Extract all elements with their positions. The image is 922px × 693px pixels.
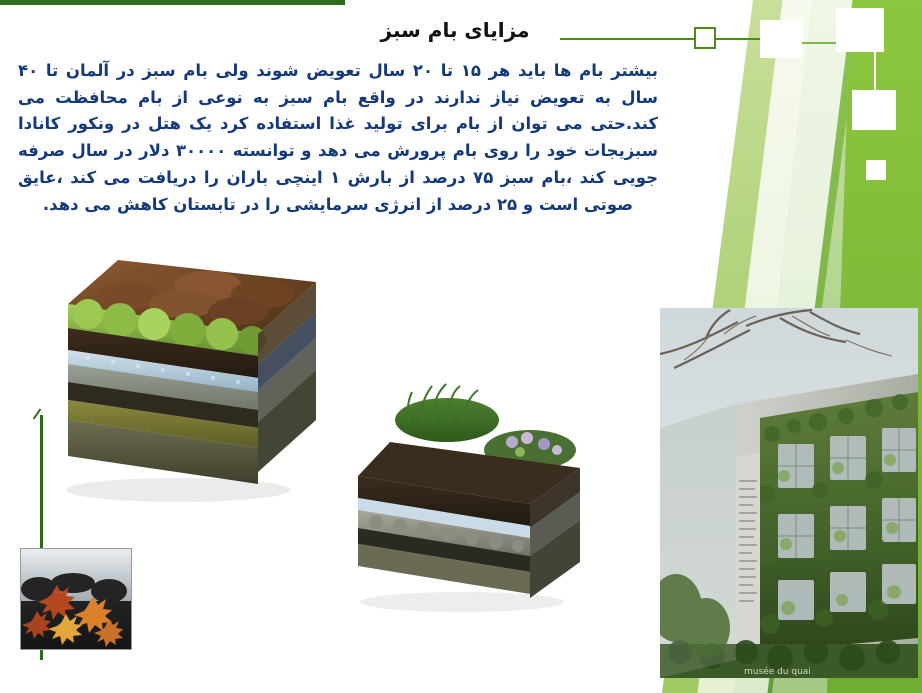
- connector-line-1: [560, 38, 696, 40]
- green-roof-cross-section-large: [58, 252, 333, 537]
- decorative-square-1: [694, 27, 716, 49]
- connector-line-3: [802, 42, 838, 44]
- slide-body-text: بیشتر بام ها باید هر ۱۵ تا ۲۰ سال تعویض شوند ولی بام سبز در آلمان تا ۴۰ سال به تعویض نیاز ندارند در واقع بام سبز به نوعی از بام محافظت می کند.حتی می توان از بام برای تولید غذا استفاده کرد یک هتل در ونکور کانادا سبزیجات خود را روی بام پرورش می دهد و توانسته ۳۰۰۰۰ دلار در سال صرفه جویی کند ،بام سبز ۷۵ درصد از بارش ۱ اینچی باران را دریافت می کند ،عایق صوتی است و ۲۵ درصد از انرژی سرمایشی را در تابستان کاهش می دهد.: [18, 61, 658, 214]
- connector-line-2: [716, 38, 762, 40]
- leaves-photo-graphic: [21, 549, 131, 649]
- building-photo-caption: musée du quai: [744, 667, 811, 677]
- slide-title-text: مزایای بام سبز: [380, 18, 530, 42]
- connector-line-vertical: [874, 52, 876, 92]
- accent-horizontal-bar: [0, 0, 345, 5]
- decorative-square-2: [760, 20, 802, 58]
- green-roof-cross-section-small: [352, 380, 617, 615]
- green-roof-diagram-1: [58, 252, 333, 537]
- slide-title: [330, 18, 580, 42]
- decorative-square-5: [866, 160, 886, 180]
- decorative-square-3: [836, 8, 884, 52]
- autumn-leaves-photo: [20, 548, 132, 650]
- green-wall-building-photo: [660, 308, 918, 678]
- green-roof-diagram-2: [352, 380, 617, 615]
- decorative-square-4: [852, 90, 896, 130]
- building-photo-graphic: [660, 308, 918, 678]
